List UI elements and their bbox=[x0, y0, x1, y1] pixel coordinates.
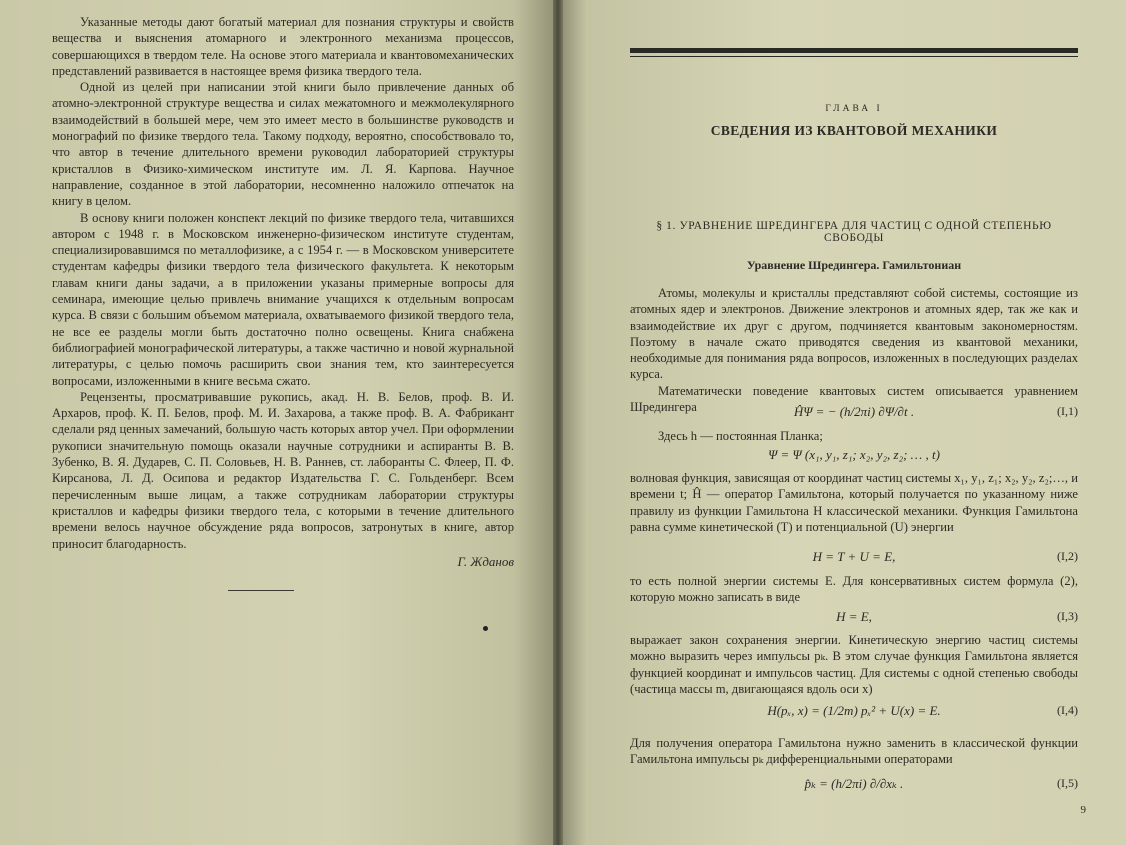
book-gutter bbox=[553, 0, 563, 845]
left-page-text bbox=[52, 14, 514, 552]
divider bbox=[228, 590, 294, 591]
equation-formula: ĤΨ = − (h/2πi) ∂Ψ/∂t . bbox=[793, 404, 915, 419]
equation-number: (I,2) bbox=[1057, 549, 1078, 563]
paragraph-text: Атомы, молекулы и кристаллы представляют собой системы, состоящие из атомных ядер и электронов. Движение электронов и атомных ядер, так же как и взаимодействие их друг с другом, подчиняется квантовым закономерностям. Поэтому в начале сжато приводятся сведения из квантовой механики, необходимые для понимания ряда вопросов, изложенных в последующих разделах курса. bbox=[630, 286, 1078, 382]
page-number: 9 bbox=[1080, 804, 1086, 816]
paragraph: Одной из целей при написании этой книги было привлечение данных об атомно-электронной структуре вещества и силах межатомного и межмолекулярного взаимодействий в большей мере, чем это имеет место в большинстве руководств и монографий по физике твердого тела. Такому подходу, вероятно, способствовало то, что автор в течение длительного времени руководил лабораторией структуры кристаллов в Физико-химическом институте им. Л. Я. Карпова. Научное направление, созданное в этой лаборатории, несомненно наложило отпечаток на книгу в целом. bbox=[52, 80, 514, 209]
equation-formula: H = E, bbox=[836, 609, 872, 624]
paragraph bbox=[630, 428, 1078, 444]
paragraph-text: то есть полной энергии системы E. Для консервативных систем формула (2), которую можно записать в виде bbox=[630, 574, 1078, 605]
paragraph bbox=[630, 285, 1078, 415]
paragraph bbox=[630, 632, 1078, 697]
equation-number: (I,1) bbox=[1057, 404, 1078, 418]
ink-dot bbox=[483, 626, 488, 631]
left-page bbox=[0, 0, 558, 845]
chapter-label: ГЛАВА I bbox=[825, 104, 883, 114]
paragraph: Указанные методы дают богатый материал для познания структуры и свойств вещества и выяснения атомарного и электронного механизма процессов, совершающихся в твердом теле. На основе этого материала и квантовомеханических представлений развивается в настоящее время физика твердого тела. bbox=[52, 15, 514, 78]
equation-formula: p̂ₖ = (h/2πi) ∂/∂xₖ . bbox=[804, 776, 904, 791]
paragraph: Рецензенты, просматривавшие рукопись, акад. Н. В. Белов, проф. В. И. Архаров, проф. К. П. Белов, проф. М. И. Захарова, а также проф. В. А. Фабрикант сделали ряд ценных замечаний, большую часть которых автор учел. При оформлении рукописи значительную помощь оказали научные сотрудники и аспиранты В. В. Зубенко, В. Я. Дударев, С. П. Соловьев, Н. В. Раннев, ст. лаборанты С. Флеер, П. Ф. Кирсанова, Л. Д. Осипова и редактор Издательства Г. С. Гольденберг. Всем перечисленным выше лицам, а также сотрудникам лаборатории структуры кристаллов и кафедры физики твердого тела, с которыми в течение длительного времени велось научное обсуждение ряда вопросов, затронутых в книге, автор приносит благодарность. bbox=[52, 389, 514, 551]
equation-number: (I,3) bbox=[1057, 609, 1078, 623]
equation-number: (I,4) bbox=[1057, 703, 1078, 717]
paragraph-text: выражает закон сохранения энергии. Кинетическую энергию частиц системы можно выразить через импульсы pₖ. В этом случае функция Гамильтона является функцией координат и импульсов частиц. Для системы с одной степенью свободы (частица массы m, двигающаяся вдоль оси x) bbox=[630, 633, 1078, 696]
header-rule-thin bbox=[630, 56, 1078, 57]
paragraph bbox=[630, 573, 1078, 606]
author-signature: Г. Жданов bbox=[457, 554, 514, 569]
section-title: § 1. УРАВНЕНИЕ ШРЕДИНГЕРА ДЛЯ ЧАСТИЦ С ОДНОЙ СТЕПЕНЬЮ СВОБОДЫ bbox=[656, 220, 1052, 244]
header-rule bbox=[630, 48, 1078, 53]
chapter-title: СВЕДЕНИЯ ИЗ КВАНТОВОЙ МЕХАНИКИ bbox=[710, 123, 998, 138]
equation-number: (I,5) bbox=[1057, 776, 1078, 790]
paragraph-text: Математически поведение квантовых систем описывается уравнением Шредингера bbox=[630, 383, 1078, 415]
equation-formula: H(pₓ, x) = (1/2m) pₓ² + U(x) = E. bbox=[767, 703, 941, 718]
paragraph bbox=[630, 735, 1078, 768]
paragraph-text: Для получения оператора Гамильтона нужно заменить в классической функции Гамильтона импульсы pₖ дифференциальными операторами bbox=[630, 736, 1078, 767]
subsection-title: Уравнение Шредингера. Гамильтониан bbox=[746, 258, 962, 272]
paragraph bbox=[630, 470, 1078, 535]
paragraph: В основу книги положен конспект лекций по физике твердого тела, читавшихся автором с 1948 г. в Московском инженерно-физическом институте студентам, специализировавшимся по металлофизике, а с 1954 г. — в Московском университете студентам кафедры физики твердого тела физического факультета. К некоторым главам книги даны задачи, а в приложении указаны примерные вопросы для семинара, имеющие целью привлечь внимание учащихся к отдельным вопросам курса. В связи с большим объемом материала, охватываемого физикой твердого тела, не все ее разделы могли быть достаточно полно освещены. Книга снабжена библиографией монографической литературы, а также частично и новой журнальной литературы, с целью помочь расширить свои знания тем, кто заинтересуется вопросами, изложенными в книге весьма сжато. bbox=[52, 210, 514, 388]
right-page bbox=[558, 0, 1126, 845]
paragraph-text: волновая функция, зависящая от координат частиц системы x₁, y₁, z₁; x₂, y₂, z₂;…, и времени t; Ĥ — оператор Гамильтона, который получается по указанному ниже правилу из функции Гамильтона H классической механики. Функция Гамильтона равна сумме кинетической (T) и потенциальной (U) энергии bbox=[630, 471, 1078, 534]
paragraph-text: Здесь h — постоянная Планка; bbox=[658, 429, 823, 443]
equation-formula: H = T + U = E, bbox=[812, 549, 896, 564]
equation-formula: Ψ = Ψ (x₁, y₁, z₁; x₂, y₂, z₂; … , t) bbox=[768, 447, 940, 462]
